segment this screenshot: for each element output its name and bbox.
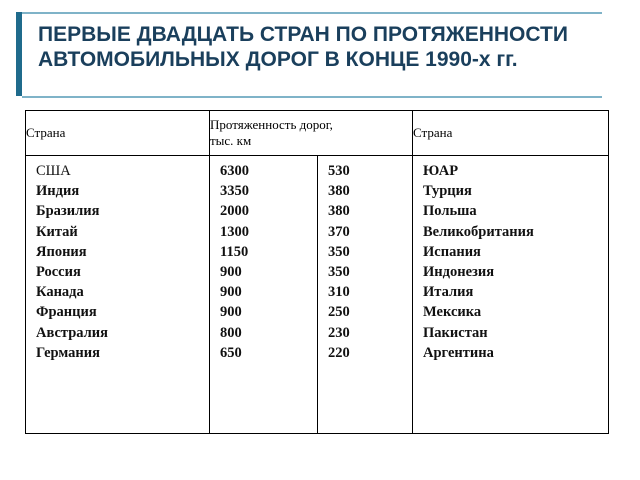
header-road-length-line2: тыс. км bbox=[210, 133, 252, 148]
country-item: Бразилия bbox=[36, 203, 100, 220]
value-item: 250 bbox=[328, 304, 350, 321]
value-item: 350 bbox=[328, 264, 350, 281]
title-accent-bar bbox=[16, 12, 22, 96]
right-countries-list bbox=[413, 156, 608, 363]
country-item: Франция bbox=[36, 304, 97, 321]
value-item: 350 bbox=[328, 243, 350, 260]
header-road-length-line1: Протяженность дорог, bbox=[210, 117, 333, 132]
value-item: 380 bbox=[328, 203, 350, 220]
value-item: 220 bbox=[328, 344, 350, 361]
value-item: 800 bbox=[220, 324, 242, 341]
right-countries-cell bbox=[413, 156, 609, 434]
header-road-length bbox=[210, 111, 413, 156]
value-item: 2000 bbox=[220, 203, 249, 220]
country-item: США bbox=[36, 163, 71, 179]
country-item: Аргентина bbox=[423, 344, 494, 361]
value-item: 3350 bbox=[220, 183, 249, 200]
country-item: Германия bbox=[36, 344, 100, 361]
country-item: Пакистан bbox=[423, 324, 488, 341]
table-header-row bbox=[26, 111, 609, 156]
table-body-row bbox=[26, 156, 609, 434]
country-item: Индия bbox=[36, 183, 80, 200]
value-item: 900 bbox=[220, 284, 242, 301]
country-item: ЮАР bbox=[423, 163, 459, 179]
country-item: Китай bbox=[36, 223, 78, 240]
right-values-cell bbox=[318, 156, 413, 434]
value-item: 900 bbox=[220, 304, 242, 321]
value-item: 1300 bbox=[220, 223, 249, 240]
country-item: Испания bbox=[423, 243, 481, 260]
left-values-cell bbox=[210, 156, 318, 434]
roads-table bbox=[25, 110, 609, 434]
value-item: 230 bbox=[328, 324, 350, 341]
value-item: 380 bbox=[328, 183, 350, 200]
country-item: Италия bbox=[423, 284, 474, 301]
country-item: Польша bbox=[423, 203, 477, 220]
country-item: Индонезия bbox=[423, 264, 495, 281]
value-item: 530 bbox=[328, 163, 350, 179]
header-country-left: Страна bbox=[26, 111, 210, 156]
country-item: Турция bbox=[423, 183, 472, 200]
value-item: 6300 bbox=[220, 163, 249, 179]
value-item: 900 bbox=[220, 264, 242, 281]
title-bottom-rule bbox=[22, 96, 602, 98]
country-item: Япония bbox=[36, 243, 87, 260]
value-item: 1150 bbox=[220, 243, 249, 260]
left-countries-cell bbox=[26, 156, 210, 434]
country-item: Австралия bbox=[36, 324, 108, 341]
country-item: Канада bbox=[36, 284, 84, 301]
left-values-list bbox=[210, 156, 317, 363]
country-item: Россия bbox=[36, 264, 81, 281]
right-values-list bbox=[318, 156, 412, 363]
title-top-rule bbox=[22, 12, 602, 14]
country-item: Великобритания bbox=[423, 223, 534, 240]
slide-title: ПЕРВЫЕ ДВАДЦАТЬ СТРАН ПО ПРОТЯЖЕННОСТИ АВТОМОБИЛЬНЫХ ДОРОГ В КОНЦЕ 1990-х гг. bbox=[38, 23, 568, 71]
value-item: 650 bbox=[220, 344, 242, 361]
value-item: 370 bbox=[328, 223, 350, 240]
value-item: 310 bbox=[328, 284, 350, 301]
country-item: Мексика bbox=[423, 304, 482, 321]
left-countries-list bbox=[26, 156, 209, 363]
header-country-right: Страна bbox=[413, 111, 609, 156]
